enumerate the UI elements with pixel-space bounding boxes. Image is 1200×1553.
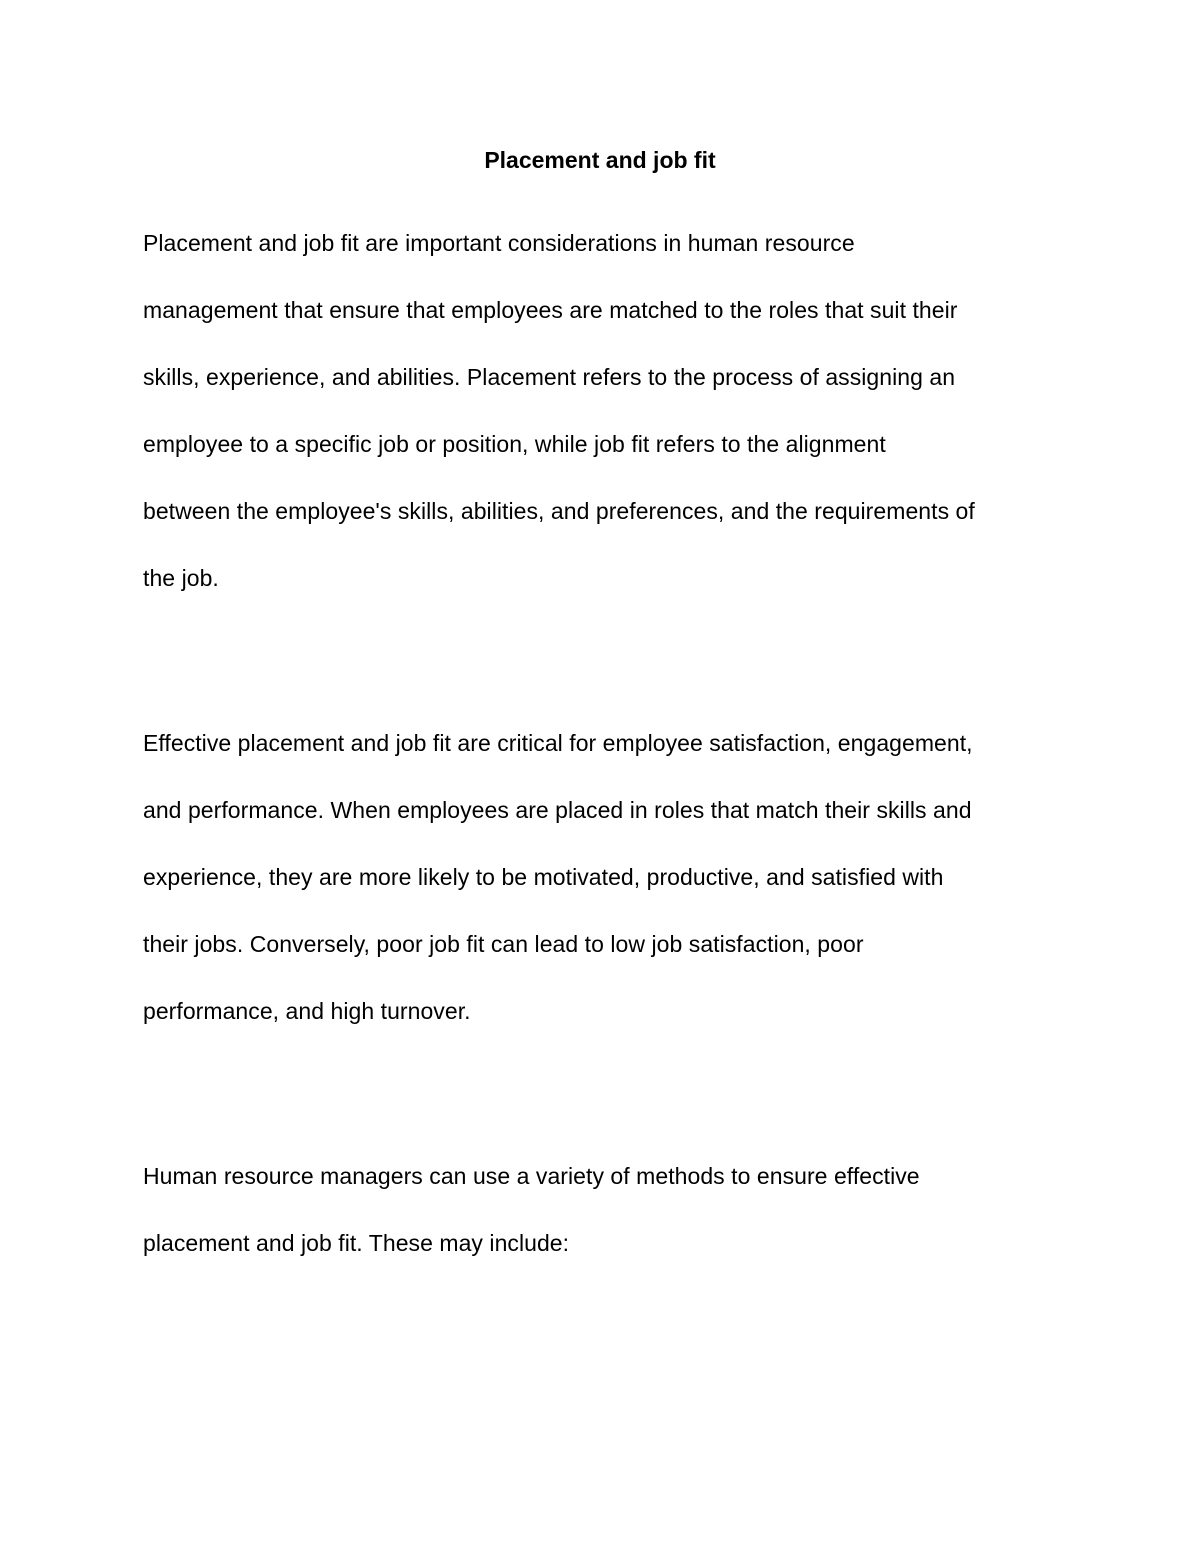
paragraph-line: the job.: [143, 565, 219, 591]
paragraph-line: placement and job fit. These may include:: [143, 1230, 570, 1256]
document-title: Placement and job fit: [484, 147, 716, 173]
paragraph-line: Effective placement and job fit are critical for employee satisfaction, engagement,: [143, 730, 973, 756]
paragraph-line: and performance. When employees are placed in roles that match their skills and: [143, 797, 972, 823]
paragraph-line: performance, and high turnover.: [143, 998, 471, 1024]
paragraph-line: Human resource managers can use a variety of methods to ensure effective: [143, 1163, 920, 1189]
paragraph-1: [143, 210, 1063, 612]
paragraph-line: their jobs. Conversely, poor job fit can lead to low job satisfaction, poor: [143, 931, 864, 957]
paragraph-line: skills, experience, and abilities. Placement refers to the process of assigning an: [143, 364, 956, 390]
paragraph-3: [143, 1143, 1063, 1277]
paragraph-line: employee to a specific job or position, while job fit refers to the alignment: [143, 431, 886, 457]
paragraph-line: Placement and job fit are important considerations in human resource: [143, 230, 855, 256]
paragraph-line: between the employee's skills, abilities, and preferences, and the requirements of: [143, 498, 975, 524]
paragraph-line: experience, they are more likely to be motivated, productive, and satisfied with: [143, 864, 944, 890]
paragraph-2: [143, 710, 1063, 1045]
paragraph-line: management that ensure that employees are matched to the roles that suit their: [143, 297, 958, 323]
